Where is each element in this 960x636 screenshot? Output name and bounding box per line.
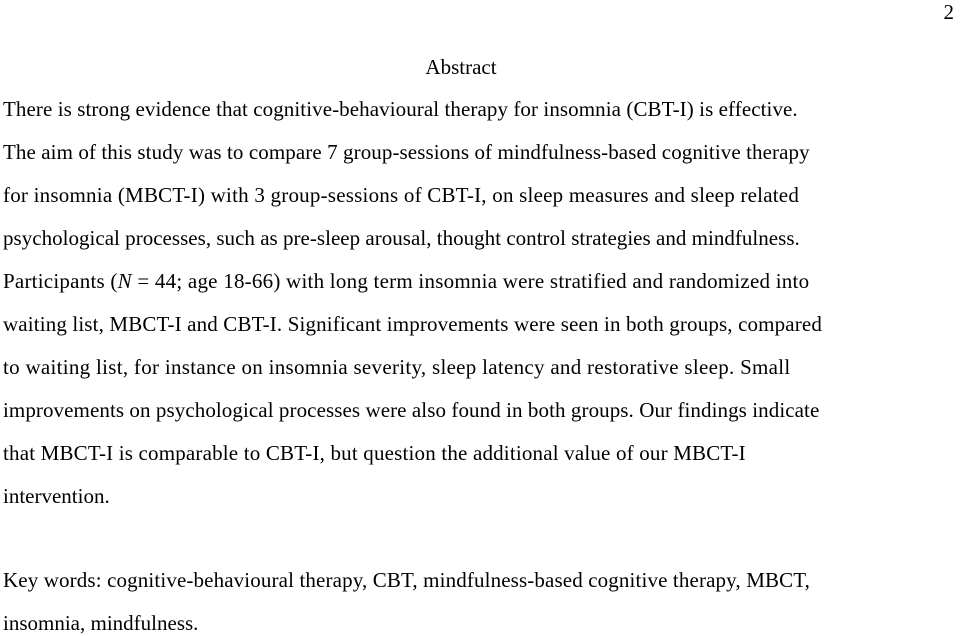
abstract-line: that MBCT-I is comparable to CBT-I, but question the additional value of our MBCT-I — [3, 441, 746, 465]
keywords-line: insomnia, mindfulness. — [3, 611, 199, 635]
abstract-line-participants — [3, 268, 809, 294]
abstract-line: The aim of this study was to compare 7 group-sessions of mindfulness-based cognitive therapy — [3, 140, 810, 164]
keywords-line: Key words: cognitive-behavioural therapy, CBT, mindfulness-based cognitive therapy, MBCT, — [3, 568, 811, 592]
abstract-line: waiting list, MBCT-I and CBT-I. Significant improvements were seen in both groups, compared — [3, 312, 822, 336]
page-number: 2 — [943, 0, 954, 24]
abstract-line: to waiting list, for instance on insomnia severity, sleep latency and restorative sleep. Small — [3, 355, 791, 379]
participants-prefix: Participants ( — [3, 269, 118, 293]
participants-suffix: = 44; age 18-66) with long term insomnia were stratified and randomized into — [131, 269, 810, 293]
abstract-line: psychological processes, such as pre-sleep arousal, thought control strategies and mindfulness. — [3, 226, 800, 250]
abstract-line: for insomnia (MBCT-I) with 3 group-sessions of CBT-I, on sleep measures and sleep related — [3, 183, 800, 207]
abstract-heading: Abstract — [425, 55, 497, 79]
abstract-line: intervention. — [3, 484, 110, 508]
abstract-line: There is strong evidence that cognitive-behavioural therapy for insomnia (CBT-I) is effective. — [3, 97, 798, 121]
abstract-line: improvements on psychological processes were also found in both groups. Our findings indicate — [3, 398, 820, 422]
sample-size-symbol: N — [117, 269, 132, 293]
